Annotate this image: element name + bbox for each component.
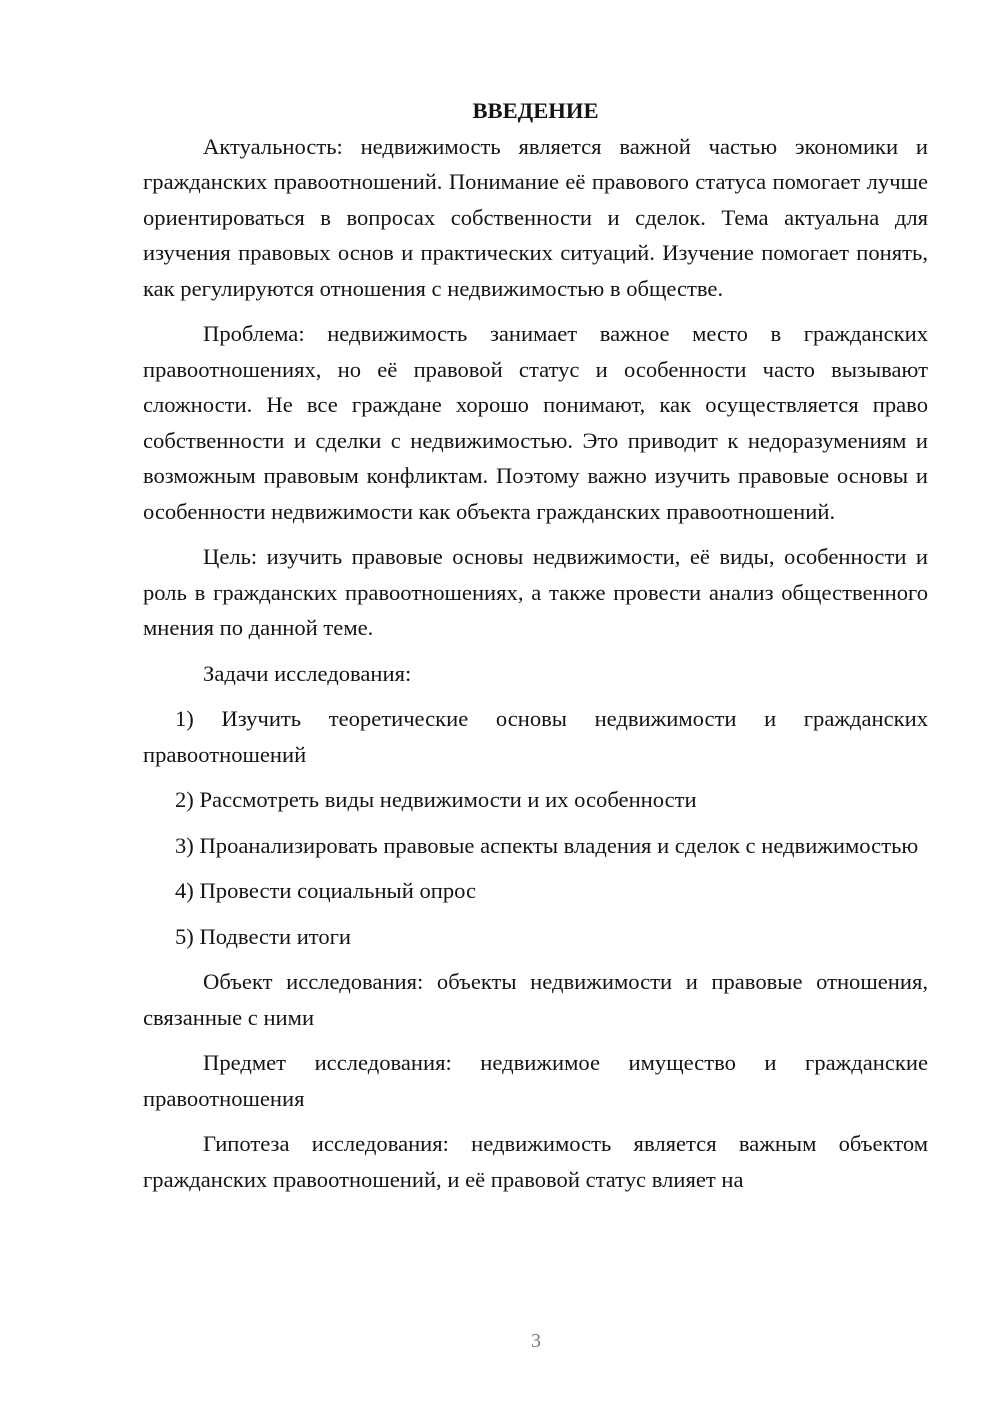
task-item: 5) Подвести итоги [175,923,352,949]
relevance-paragraph: Актуальность: недвижимость является важной частью экономики и гражданских правоотношений. Понимание её правового статуса помогает лучше ориентироваться в вопросах собственности и сделок. Тема актуальна для изучения правовых основ и практических ситуаций. Изучение помогает понять, как регулируются отношения с недвижимостью в обществе. [143,133,928,301]
goal-paragraph: Цель: изучить правовые основы недвижимости, её виды, особенности и роль в гражданских правоотношениях, а также провести анализ общественного мнения по данной теме. [143,544,928,640]
task-item: 4) Провести социальный опрос [175,878,477,903]
object-paragraph: Объект исследования: объекты недвижимости и правовые отношения, связанные с ними [143,969,928,1030]
hypothesis-paragraph: Гипотеза исследования: недвижимость является важным объектом гражданских правоотношений, и её правовой статус влияет на [143,1131,928,1192]
subject-paragraph: Предмет исследования: недвижимое имущество и гражданские правоотношения [143,1050,928,1111]
task-item: 3) Проанализировать правовые аспекты владения и сделок с недвижимостью [175,832,919,858]
task-item: 1) Изучить теоретические основы недвижимости и гражданских правоотношений [143,706,928,767]
tasks-intro: Задачи исследования: [203,660,412,686]
problem-paragraph: Проблема: недвижимость занимает важное место в гражданских правоотношениях, но её правовой статус и особенности часто вызывают сложности. Не все граждане хорошо понимают, как осуществляется право собственности и сделки с недвижимостью. Это приводит к недоразумениям и возможным правовым конфликтам. Поэтому важно изучить правовые основы и особенности недвижимости как объекта гражданских правоотношений. [143,321,928,524]
page-number: 3 [531,1330,541,1352]
task-item: 2) Рассмотреть виды недвижимости и их особенности [175,787,697,812]
document-body [143,93,928,1207]
section-heading: ВВЕДЕНИЕ [472,98,599,123]
